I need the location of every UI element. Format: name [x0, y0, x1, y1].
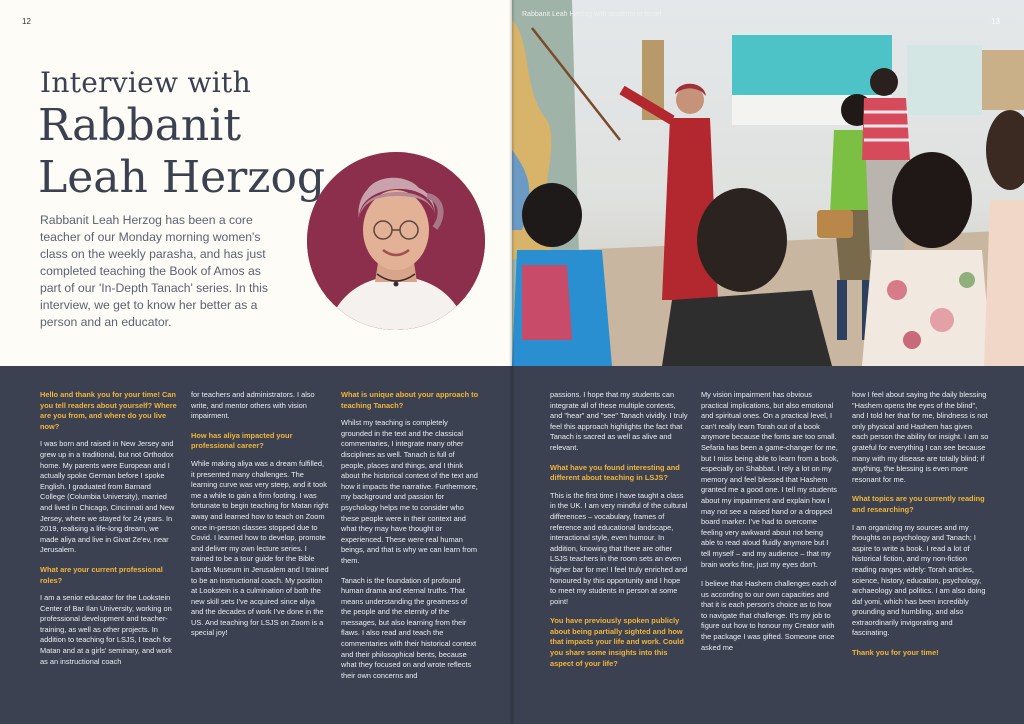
interview-answer: While making aliya was a dream fulfilled, it presented many challenges. The learning curve was very steep, and it took me a while to gain a firm footing. I was fortunate to begin teaching for Matan right away and learned how to teach on Zoom once in-person classes stopped due to Covid. I learned how to develop, promote and deliver my own lecture series. I trained to be a tour guide for the Bible Lands Museum in Jerusalem and I trained to be an instructional coach. My position at Lookstein is a culmination of both the new skill sets I've acquired since aliya and the decades of work I've done in the US. And teaching for LSJS on Zoom is a special joy! — [191, 458, 329, 638]
interview-answer: I am a senior educator for the Lookstein Center of Bar Ilan University, working on professional development and teacher-training, as well as other projects. In addition to teaching for LSJS, I teach for Matan and at a girls' seminary, and work as an instructional coach — [40, 593, 172, 666]
title-interview-with: Interview with — [40, 66, 251, 99]
interview-question: What are your current professional roles? — [40, 564, 163, 585]
interview-question: What have you found interesting and different about teaching in LSJS? — [550, 462, 680, 483]
interview-question: What topics are you currently reading and researching? — [852, 494, 985, 514]
interview-answer: passions. I hope that my students can integrate all of these multiple contexts, and "hear" and "see" Tanach vividly. I truly feel this approach highlights the fact that Tanach is sacred as well as alive and relevant. — [550, 390, 688, 452]
interview-answer: My vision impairment has obvious practical implications, but also emotional and spiritual ones. On a practical level, I can't really learn Torah out of a book anymore because the fonts are too small. Sefaria has been a game-changer for me, but I miss being able to learn from a book, especially on Shabbat. I rely a lot on my memory and feel blessed that Hashem granted me a good one. I tell my students about my impairment and explain how I may not see a raised hand or a dropped board marker. I've had to overcome feeling very awkward about not being able to read aloud fluidly anymore but I tell myself – and my audience – that my brain works fine, just my eyes don't. — [701, 390, 839, 569]
museum-scene-illustration — [512, 0, 1024, 366]
article-column-5 — [701, 390, 839, 662]
interview-answer: for teachers and administrators. I also write, and mentor others with vision impairment. — [191, 390, 315, 421]
article-column-4 — [550, 390, 688, 676]
interview-answer: Whilst my teaching is completely grounded in the text and the classical commentaries, I integrate many other disciplines as well. Tanach is full of people, places and things, and I think about the historical context of the text and how it impacts the narrative. Furthermore, my background and passion for psychology helps me to consider who these people were in their context and what they may have thought or experienced. These were real human beings, and that is why we can learn from them. — [341, 418, 478, 565]
left-page-header-area — [0, 0, 512, 366]
interview-question: What is unique about your approach to teaching Tanach? — [341, 390, 479, 410]
interview-answer: I believe that Hashem challenges each of us according to our own capacities and that it is each person's choice as to how to navigate that challenge. It's my job to figure out how to honour my Creator with the package I was gifted. Someone once asked me — [701, 579, 837, 652]
page-number-left: 12 — [22, 17, 31, 26]
book-spine-shadow — [509, 0, 515, 724]
interview-answer: I am organizing my sources and my thoughts on psychology and Tanach; I aspire to write a book. I read a lot of historical fiction, and my non-fiction reading ranges widely: Torah articles, science, history, education, psychology, archaeology and politics. I am also doing daf yomi, which has been incredibly grounding and humbling, and also extraordinarily invigorating and fascinating. — [852, 522, 986, 638]
interview-answer: I was born and raised in New Jersey and grew up in a traditional, but not Orthodox home. My parents were European and I actually spoke German before I spoke English. I graduated from Barnard College (Columbia University), married and lived in Chicago, Cincinnati and New Jersey, where we stayed for 24 years. In 2019, realising a life-long dream, we made aliya and live in Givat Ze'ev, near Jerusalem. — [40, 439, 175, 555]
photo-caption: Rabbanit Leah Herzog with students in Israel — [522, 11, 662, 18]
interview-question: Thank you for your time! — [852, 648, 939, 658]
interview-answer: This is the first time I have taught a class in the UK. I am very mindful of the cultural differences – vocabulary, frames of reference and educational landscape, interactional style, even humour. In addition, knowing that there are other LSJS teachers in the room sets an even higher bar for me! I feel truly enriched and honoured by this opportunity and I hope to meet my students in person at some point! — [550, 490, 688, 606]
title-line-leah-herzog: Leah Herzog — [38, 152, 326, 203]
interview-answer: Tanach is the foundation of profound human drama and eternal truths. That means understanding the greatness of the people and the eternity of the messages, but also learning from their flaws. I also read and teach the commentaries with their historical context and their philosophical bents, because what they focused on and wrote reflects their own concerns and — [341, 575, 477, 680]
article-column-3 — [341, 390, 479, 690]
page-number-right: 13 — [991, 17, 1000, 26]
museum-photo — [512, 0, 1024, 366]
intro-paragraph: Rabbanit Leah Herzog has been a core teacher of our Monday morning women's class on the weekly parasha, and has just completed teaching the Book of Amos as part of our 'In-Depth Tanach' series. In this interview, we get to know her better as a person and an educator. — [40, 213, 268, 329]
portrait-photo — [307, 152, 485, 330]
title-line-rabbanit: Rabbanit — [38, 100, 242, 151]
title-name — [38, 100, 338, 204]
article-column-2 — [191, 390, 329, 648]
article-column-1 — [40, 390, 178, 676]
interview-question: Hello and thank you for your time! Can you tell readers about yourself? Where are you from, and where do you live now? — [40, 390, 177, 431]
interview-question: You have previously spoken publicly about being partially sighted and how that impacts your life and work. Could you share some insights into this aspect of your life? — [550, 616, 684, 668]
portrait-illustration — [307, 152, 485, 330]
article-column-6 — [852, 390, 990, 666]
interview-answer: how I feel about saying the daily blessing "Hashem opens the eyes of the blind", and I told her that for me, blindness is not only physical and Hashem has given each person the ability for insight. I am so grateful for everything I can see because many with my disease are totally blind; if anything, the blessing is even more resonant for me. — [852, 390, 989, 484]
interview-question: How has aliya impacted your professional career? — [191, 430, 293, 451]
